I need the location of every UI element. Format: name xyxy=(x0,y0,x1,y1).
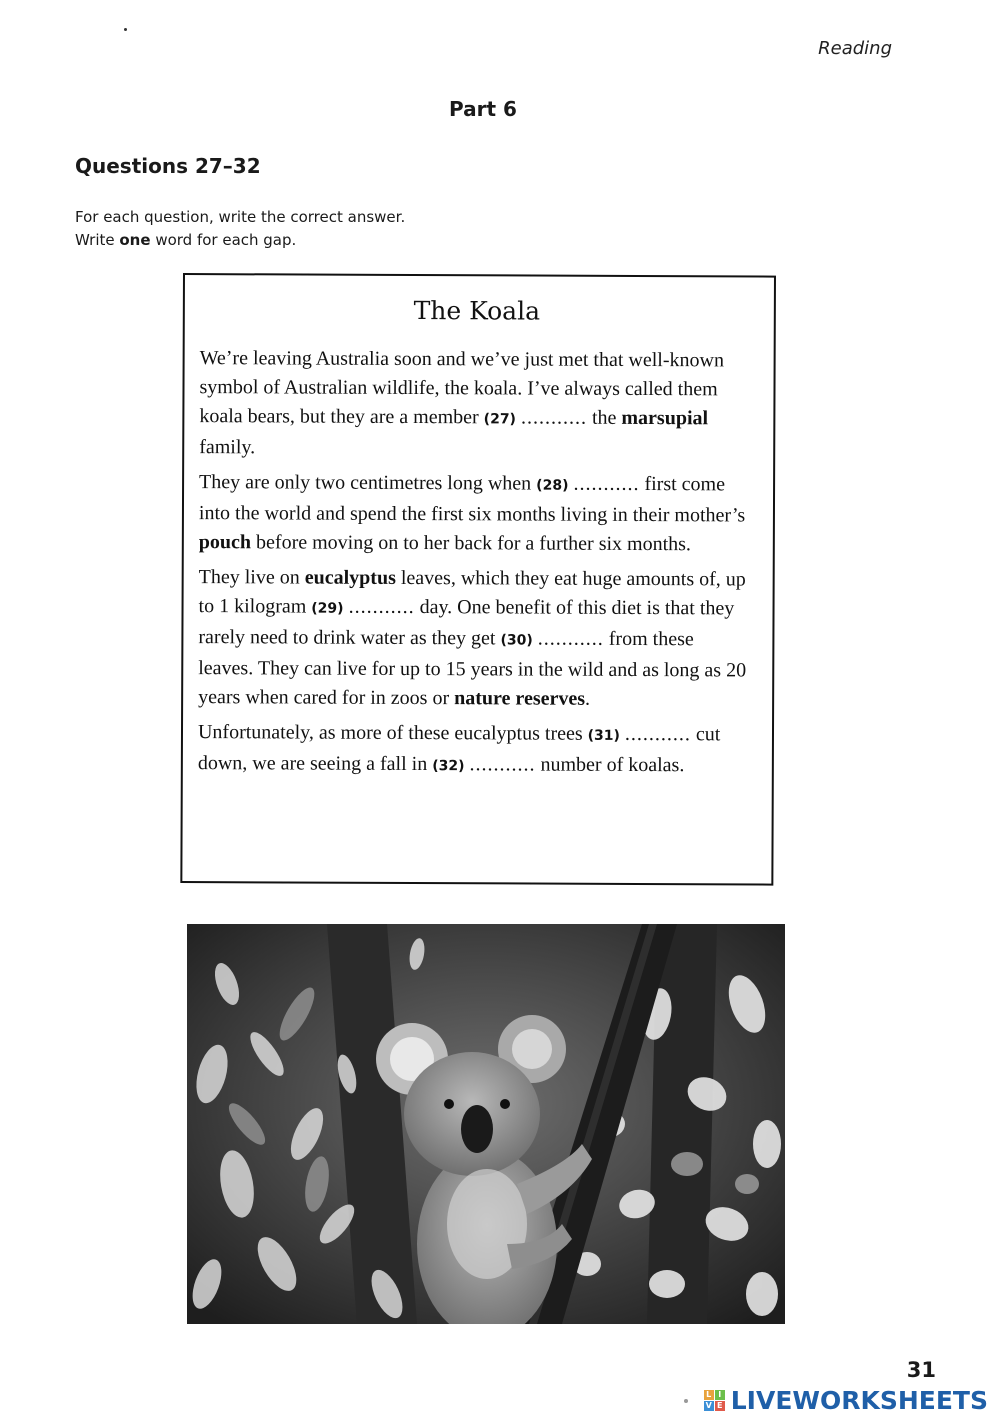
instruction-emphasis: one xyxy=(119,231,151,249)
gap-29-blank[interactable]: ........... xyxy=(348,595,415,619)
liveworksheets-logo-icon xyxy=(704,1390,725,1411)
questions-title: Questions 27–32 xyxy=(75,154,261,178)
keyword-pouch: pouch xyxy=(198,531,252,554)
logo-letter-l: L xyxy=(704,1390,714,1400)
keyword-eucalyptus: eucalyptus xyxy=(304,566,396,589)
keyword-nature-reserves: nature reserves xyxy=(454,687,586,710)
running-head: Reading xyxy=(818,38,892,59)
brand-name: LIVEWORKSHEETS xyxy=(730,1386,988,1415)
gap-32-blank[interactable]: ........... xyxy=(469,753,536,776)
paragraph-text: They live on xyxy=(198,566,305,589)
article-title: The Koala xyxy=(413,296,541,326)
keyword-marsupial: marsupial xyxy=(621,406,709,430)
gap-31-number: (31) xyxy=(587,727,620,744)
gap-30-number: (30) xyxy=(500,632,533,649)
paragraph-text: before moving on to her back for a further six months. xyxy=(251,531,692,556)
paragraph-text: We’re leaving Australia soon and we’ve just met that well-known symbol of Australian wildlife, the koala. I’ve always called them koala bears, but they are a member xyxy=(199,347,725,429)
instruction-line-1: For each question, write the correct answer. xyxy=(75,208,406,226)
paragraph-text: first come into the world and spend the first six months living in their mother’s xyxy=(198,472,746,527)
article-paragraph-4 xyxy=(198,718,752,782)
paragraph-text: leaves, which they eat huge amounts of, up to 1 kilogram xyxy=(198,566,746,618)
paragraph-text: Unfortunately, as more of these eucalyptus trees xyxy=(197,721,588,745)
paragraph-text: number of koalas. xyxy=(535,753,685,777)
gap-31-blank[interactable]: ........... xyxy=(624,722,692,746)
paragraph-text: . xyxy=(585,687,591,710)
koala-right-eye xyxy=(500,1099,510,1109)
instructions xyxy=(75,206,405,252)
koala-nose xyxy=(461,1105,493,1153)
paragraph-text: the xyxy=(586,406,622,429)
gap-27-blank[interactable]: ........... xyxy=(520,406,588,429)
koala-left-eye xyxy=(444,1099,454,1109)
logo-letter-e: E xyxy=(715,1401,725,1411)
article-paragraph-2 xyxy=(199,468,753,559)
paragraph-text: day. One benefit of this diet is that they rarely need to drink water as they get xyxy=(198,596,735,650)
article-paragraph-3 xyxy=(198,563,753,714)
paragraph-text: family. xyxy=(199,436,256,459)
paragraph-text: from these leaves. They can live for up to 15 years in the wild and as long as 20 years when cared for in zoos or xyxy=(198,627,747,710)
paragraph-text: cut down, we are seeing a fall in xyxy=(197,723,721,776)
gap-28-blank[interactable]: ........... xyxy=(573,472,640,495)
scan-dot-mark xyxy=(124,28,127,31)
article-box xyxy=(180,273,776,886)
gap-27-number: (27) xyxy=(483,411,517,428)
logo-letter-i: I xyxy=(715,1390,725,1400)
gap-32-number: (32) xyxy=(432,758,465,775)
article-paragraph-1 xyxy=(199,344,754,464)
koala-illustration xyxy=(187,924,785,1324)
koala-photo xyxy=(187,924,785,1324)
koala-right-ear-inner xyxy=(512,1029,552,1069)
part-title: Part 6 xyxy=(449,97,517,121)
paragraph-text: They are only two centimetres long when xyxy=(199,471,537,495)
gap-30-blank[interactable]: ........... xyxy=(537,627,604,650)
gap-28-number: (28) xyxy=(536,477,569,494)
brand-dot xyxy=(684,1399,688,1403)
liveworksheets-brand[interactable] xyxy=(684,1386,988,1415)
logo-letter-v: V xyxy=(705,1401,712,1410)
instruction-text: Write xyxy=(75,231,120,249)
gap-29-number: (29) xyxy=(311,600,344,617)
page-number: 31 xyxy=(906,1358,936,1382)
instruction-text: word for each gap. xyxy=(150,231,297,249)
instruction-line-2 xyxy=(75,229,405,252)
